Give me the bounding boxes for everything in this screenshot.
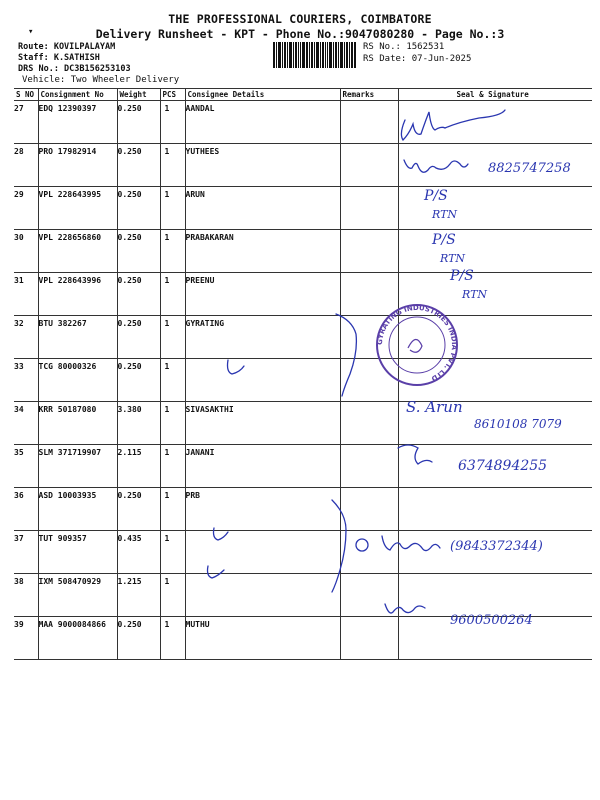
signature-38 (382, 536, 440, 551)
cell-pcs: 1 (160, 273, 185, 316)
cell-pcs: 1 (160, 402, 185, 445)
tick-37 (214, 528, 229, 540)
cell-sno: 36 (14, 488, 38, 531)
cell-consignment-no: MAA 9000084866 (38, 617, 117, 660)
cell-consignee: MUTHU (185, 617, 340, 660)
cell-consignment-no: KRR 50187080 (38, 402, 117, 445)
cell-pcs: 1 (160, 316, 185, 359)
cell-consignment-no: BTU 382267 (38, 316, 117, 359)
cell-weight: 0.250 (117, 187, 160, 230)
cell-weight: 0.250 (117, 488, 160, 531)
circle-38 (356, 539, 368, 551)
signature-35 (398, 445, 432, 464)
cell-consignment-no: VPL 228643995 (38, 187, 117, 230)
rs-date-label: RS Date: 07-Jun-2025 (363, 54, 472, 64)
bracket-37 (332, 500, 346, 592)
route-label: Route: KOVILPALAYAM (18, 42, 116, 52)
cell-consignee: PRABAKARAN (185, 230, 340, 273)
tick-33 (228, 360, 245, 374)
col-header-pcs: PCS (160, 89, 185, 101)
cell-weight: 0.250 (117, 359, 160, 402)
cell-consignment-no: EDQ 12390397 (38, 101, 117, 144)
cell-sno: 27 (14, 101, 38, 144)
cell-sno: 37 (14, 531, 38, 574)
cell-weight: 0.250 (117, 101, 160, 144)
cell-consignee: AANDAL (185, 101, 340, 144)
col-header-remarks: Remarks (340, 89, 398, 101)
phone-28: 8825747258 (488, 161, 571, 176)
cell-weight: 0.250 (117, 273, 160, 316)
cell-weight: 0.435 (117, 531, 160, 574)
stamp-text: GYRATING INDUSTRIES INDIA PVT. LTD (375, 303, 459, 383)
cell-pcs: 1 (160, 531, 185, 574)
rtn-30: RTN (440, 252, 466, 265)
cell-consignment-no: VPL 228643996 (38, 273, 117, 316)
ps-31: P/S (450, 268, 474, 284)
cell-sno: 33 (14, 359, 38, 402)
company-title: THE PROFESSIONAL COURIERS, COIMBATORE (168, 12, 432, 26)
cell-sno: 39 (14, 617, 38, 660)
cell-consignment-no: SLM 371719907 (38, 445, 117, 488)
cell-consignee: GYRATING (185, 316, 340, 359)
cell-consignee: SIVASAKTHI (185, 402, 340, 445)
rs-no-label: RS No.: 1562531 (363, 42, 445, 52)
phone-34: 8610108 7079 (474, 417, 562, 431)
cell-weight: 0.250 (117, 230, 160, 273)
col-header-consignee: Consignee Details (185, 89, 340, 101)
cell-weight: 2.115 (117, 445, 160, 488)
svg-text:GYRATING INDUSTRIES INDIA PVT. (376, 304, 458, 383)
cell-weight: 3.380 (117, 402, 160, 445)
signature-27 (401, 110, 505, 140)
corner-mark: ▾ (28, 27, 34, 37)
vehicle-label: Vehicle: Two Wheeler Delivery (22, 75, 180, 85)
staff-label: Staff: K.SATHISH (18, 53, 100, 63)
cell-sno: 38 (14, 574, 38, 617)
cell-consignment-no: PRO 17982914 (38, 144, 117, 187)
cell-pcs: 1 (160, 230, 185, 273)
phone-38: (9843372344) (450, 539, 543, 554)
phone-35: 6374894255 (458, 458, 548, 474)
cell-pcs: 1 (160, 144, 185, 187)
col-header-signature: Seal & Signature (398, 89, 592, 101)
bracket-32 (336, 314, 356, 396)
cell-pcs: 1 (160, 574, 185, 617)
cell-pcs: 1 (160, 488, 185, 531)
cell-sno: 34 (14, 402, 38, 445)
cell-weight: 0.250 (117, 617, 160, 660)
cell-sno: 29 (14, 187, 38, 230)
cell-sno: 30 (14, 230, 38, 273)
cell-consignment-no: VPL 228656860 (38, 230, 117, 273)
signature-39 (385, 604, 425, 613)
cell-consignee: PREENU (185, 273, 340, 316)
cell-consignment-no: ASD 10003935 (38, 488, 117, 531)
col-header-weight: Weight (117, 89, 160, 101)
cell-weight: 0.250 (117, 144, 160, 187)
cell-sno: 35 (14, 445, 38, 488)
cell-sno: 28 (14, 144, 38, 187)
drs-label: DRS No.: DC3B156253103 (18, 64, 131, 74)
cell-consignment-no: TUT 909357 (38, 531, 117, 574)
cell-sno: 32 (14, 316, 38, 359)
tick-38 (208, 566, 225, 578)
cell-consignment-no: IXM 508470929 (38, 574, 117, 617)
cell-weight: 0.250 (117, 316, 160, 359)
col-header-consignment: Consignment No (38, 89, 117, 101)
cell-consignee: JANANI (185, 445, 340, 488)
cell-consignee: PRB (185, 488, 340, 531)
cell-pcs: 1 (160, 359, 185, 402)
cell-consignee: ARUN (185, 187, 340, 230)
cell-pcs: 1 (160, 445, 185, 488)
cell-consignment-no: TCG 80000326 (38, 359, 117, 402)
cell-pcs: 1 (160, 187, 185, 230)
sign-34: S. Arun (406, 398, 463, 416)
cell-pcs: 1 (160, 617, 185, 660)
cell-consignee: YUTHEES (185, 144, 340, 187)
cell-pcs: 1 (160, 101, 185, 144)
rtn-31: RTN (462, 288, 488, 301)
col-header-sno: S NO (14, 89, 38, 101)
ps-30: P/S (432, 232, 456, 248)
signature-28 (404, 160, 468, 172)
cell-weight: 1.215 (117, 574, 160, 617)
phone-39: 9600500264 (450, 613, 533, 628)
rtn-29: RTN (432, 208, 458, 221)
cell-sno: 31 (14, 273, 38, 316)
ps-29: P/S (424, 188, 448, 204)
company-stamp (376, 304, 458, 385)
runsheet-subtitle: Delivery Runsheet - KPT - Phone No.:9047080280 - Page No.:3 (95, 27, 505, 41)
